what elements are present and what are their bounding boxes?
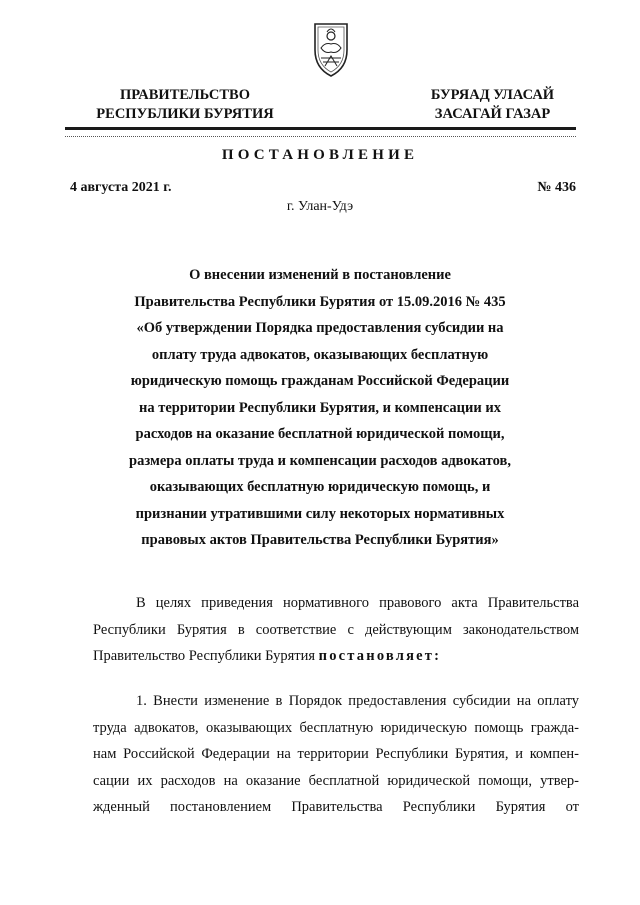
header-left-line2: РЕСПУБЛИКИ БУРЯТИЯ: [96, 106, 274, 122]
title-line: на территории Республики Бурятия, и компенсации их: [139, 399, 501, 416]
header-right-line1: БУРЯАД УЛАСАЙ: [430, 87, 555, 103]
preamble-paragraph: [93, 590, 579, 670]
header-right-line2: ЗАСАГАЙ ГАЗАР: [434, 106, 551, 122]
item-1-line: 1. Внести изменение в Порядок предоставления субсидии на оплату: [136, 693, 579, 709]
document-date: 4 августа 2021 г.: [70, 180, 172, 195]
header-dotted-rule: [65, 136, 576, 137]
preamble-line: Республики Бурятия в соответствие с действующим законодательством: [93, 621, 579, 638]
header-left-line1: ПРАВИТЕЛЬСТВО: [120, 87, 250, 103]
item-1-paragraph: [93, 688, 579, 821]
title-line: О внесении изменений в постановление: [189, 267, 451, 283]
title-line: юридическую помощь гражданам Российской Федерации: [130, 373, 510, 389]
preamble-line-prefix: Правительство Республики Бурятия: [93, 648, 316, 664]
header-left: [70, 86, 300, 124]
document-city: г. Улан-Удэ: [286, 199, 354, 214]
document-number: № 436: [537, 180, 576, 195]
title-line: оказывающих бесплатную юридическую помощь, и: [149, 479, 491, 495]
title-line: размера оплаты труда и компенсации расходов адвокатов,: [129, 452, 511, 469]
document-type: ПОСТАНОВЛЕНИЕ: [221, 147, 419, 163]
document-title: [100, 262, 540, 554]
coat-of-arms-emblem: [311, 20, 351, 78]
preamble-line: В целях приведения нормативного правового акта Правительства: [136, 595, 579, 611]
item-1-line: труда адвокатов, оказывающих бесплатную юридическую помощь гражда-: [93, 719, 579, 736]
title-line: оплату труда адвокатов, оказывающих бесплатную: [151, 346, 489, 363]
item-1-line: сации их расходов на оказание бесплатной юридической помощи, утвер-: [93, 772, 579, 789]
item-1-line: жденный постановлением Правительства Республики Бурятия от: [93, 799, 579, 815]
preamble-line: [93, 643, 579, 670]
header-right: [385, 86, 600, 124]
title-line: признании утратившими силу некоторых нормативных: [135, 505, 505, 522]
header-rule: [65, 127, 576, 130]
title-line: «Об утверждении Порядка предоставления субсидии на: [136, 320, 504, 336]
title-line: расходов на оказание бесплатной юридической помощи,: [135, 426, 505, 442]
title-line: правовых актов Правительства Республики Бурятия»: [141, 532, 499, 548]
title-line: Правительства Республики Бурятия от 15.09.2016 № 435: [134, 293, 506, 310]
item-1-line: нам Российской Федерации на территории Республики Бурятия, и компен-: [93, 746, 579, 762]
preamble-emphasis: постановляет:: [318, 648, 442, 664]
